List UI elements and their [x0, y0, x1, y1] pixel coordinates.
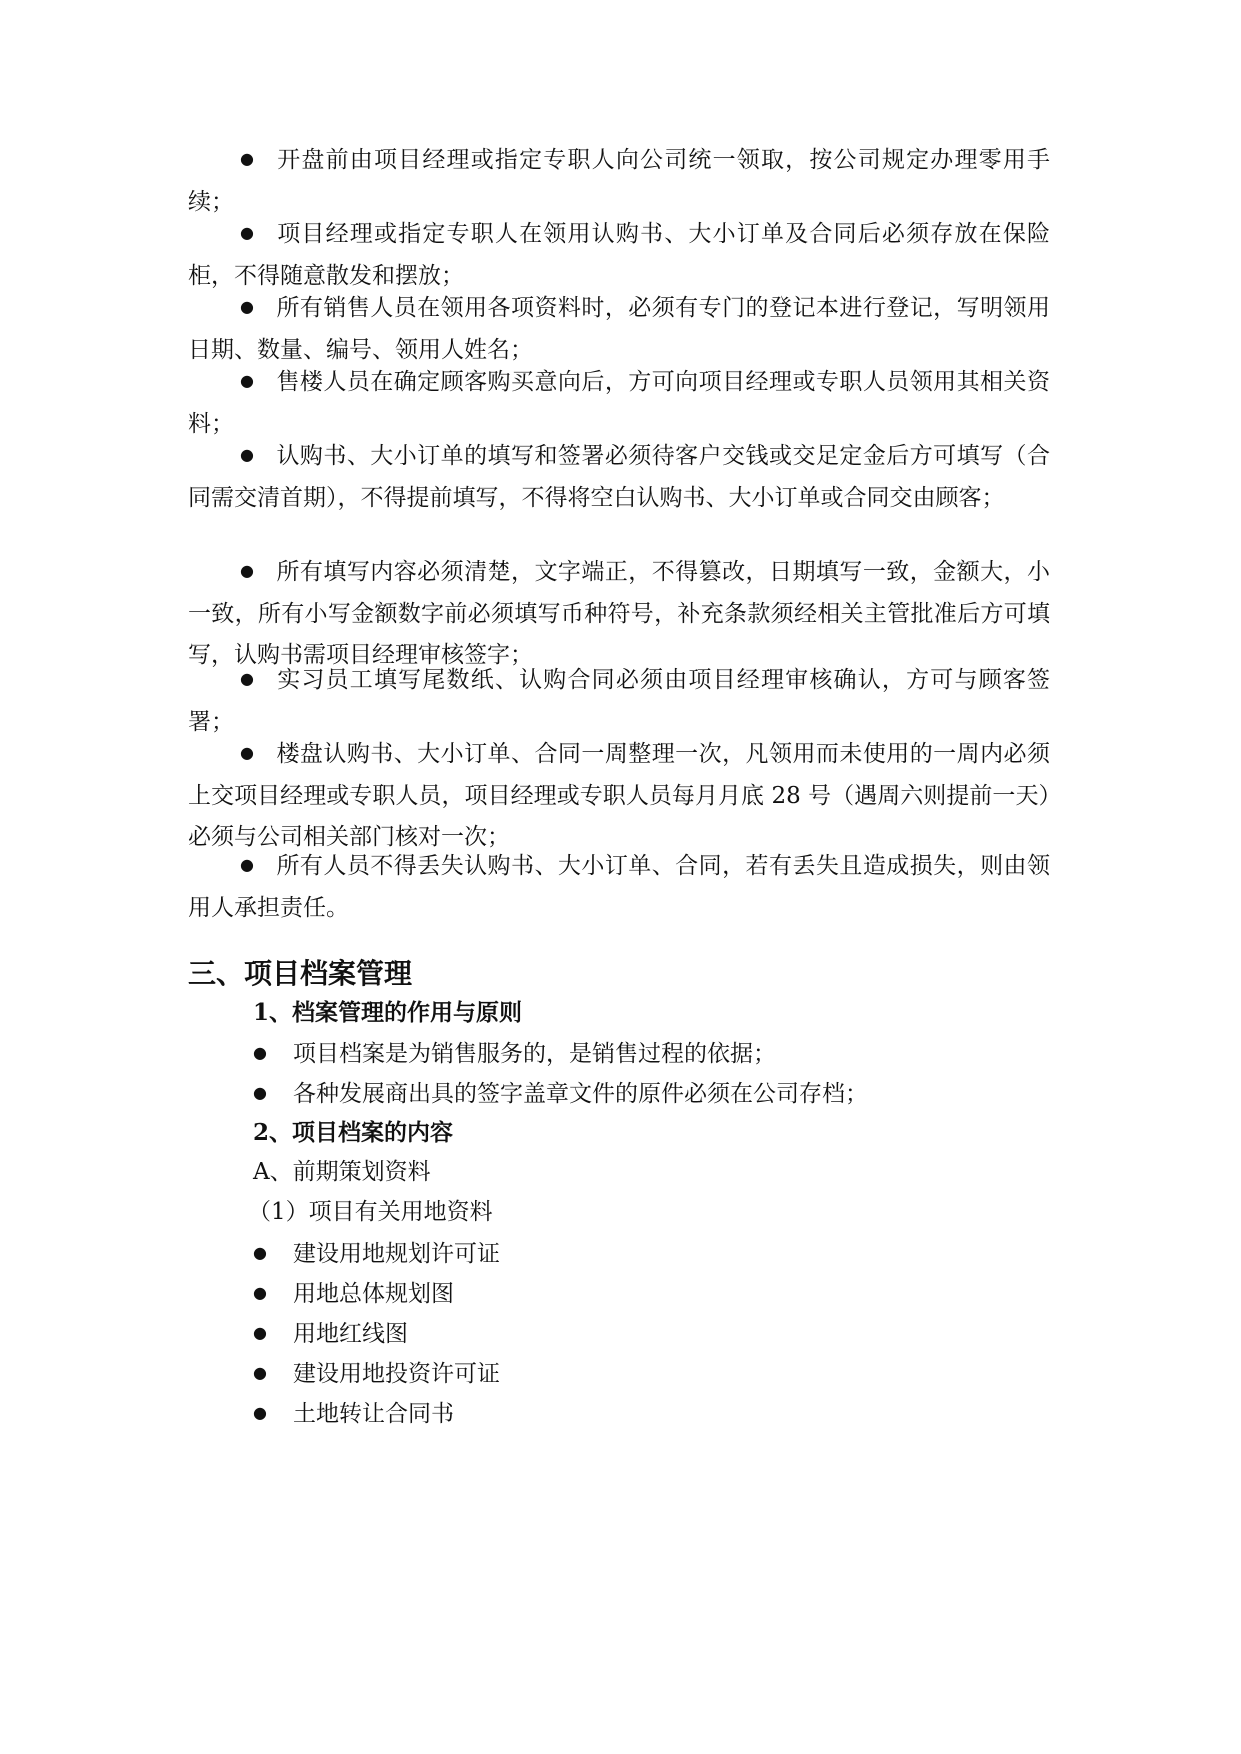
list-item — [253, 1272, 454, 1315]
list-item — [253, 1232, 500, 1275]
list-item-text: 用地总体规划图 — [293, 1281, 454, 1307]
list-item-text: 建设用地规划许可证 — [293, 1241, 500, 1267]
subsection-title: 1、档案管理的作用与原则 — [253, 999, 523, 1026]
list-item — [253, 1312, 408, 1355]
bullet-icon: ● — [240, 223, 254, 242]
bullet-icon: ● — [253, 1083, 267, 1102]
list-item-text: 项目档案是为销售服务的，是销售过程的依据； — [293, 1041, 776, 1067]
bullet-icon: ● — [240, 561, 254, 580]
bullet-icon: ● — [253, 1283, 267, 1302]
list-item-text: 用地红线图 — [293, 1321, 408, 1347]
bullet-icon: ● — [253, 1323, 267, 1342]
list-item-text: 土地转让合同书 — [293, 1401, 454, 1427]
rule-text: 开盘前由项目经理或指定专职人向公司统一领取，按公司规定办理零用手续； — [188, 147, 1050, 215]
rule-text: 所有填写内容必须清楚，文字端正，不得篡改，日期填写一致，金额大，小一致，所有小写金额数字前必须填写币种符号，补充条款须经相关主管批准后方可填写，认购书需项目经理审核签字； — [188, 559, 1050, 668]
list-item — [253, 1072, 868, 1115]
bullet-icon: ● — [253, 1243, 267, 1262]
rule-text: 实习员工填写尾数纸、认购合同必须由项目经理审核确认，方可与顾客签署； — [188, 667, 1050, 735]
bullet-icon: ● — [253, 1403, 267, 1422]
rule-paragraph — [188, 658, 1050, 743]
list-item-text: 各种发展商出具的签字盖章文件的原件必须在公司存档； — [293, 1081, 868, 1107]
rule-text: 项目经理或指定专职人在领用认购书、大小订单及合同后必须存放在保险柜，不得随意散发和摆放； — [188, 221, 1050, 289]
list-item — [253, 1352, 500, 1395]
rule-text: 所有人员不得丢失认购书、大小订单、合同，若有丢失且造成损失，则由领用人承担责任。 — [188, 853, 1050, 921]
rule-text: 楼盘认购书、大小订单、合同一周整理一次，凡领用而未使用的一周内必须上交项目经理或专职人员，项目经理或专职人员每月月底 28 号（遇周六则提前一天）必须与公司相关部门核对一次； — [188, 741, 1050, 850]
bullet-icon: ● — [253, 1043, 267, 1062]
rule-paragraph — [188, 138, 1050, 223]
rule-paragraph — [188, 286, 1050, 371]
list-item — [253, 1032, 776, 1075]
subsection-title: 2、项目档案的内容 — [253, 1119, 454, 1146]
rule-text: 所有销售人员在领用各项资料时，必须有专门的登记本进行登记，写明领用日期、数量、编号、领用人姓名； — [188, 295, 1050, 363]
section-title: 三、项目档案管理 — [188, 957, 413, 990]
bullet-icon: ● — [240, 371, 254, 390]
rule-text: 售楼人员在确定顾客购买意向后，方可向项目经理或专职人员领用其相关资料； — [188, 369, 1050, 437]
bullet-icon: ● — [240, 743, 254, 762]
rule-paragraph — [188, 844, 1050, 929]
bullet-icon: ● — [240, 445, 254, 464]
bullet-icon: ● — [240, 855, 254, 874]
rule-paragraph — [188, 732, 1050, 859]
bullet-icon: ● — [240, 149, 254, 168]
bullet-icon: ● — [253, 1363, 267, 1382]
bullet-icon: ● — [240, 669, 254, 688]
part-subheading: （1）项目有关用地资料 — [248, 1199, 493, 1225]
rule-paragraph — [188, 360, 1050, 445]
bullet-icon: ● — [240, 297, 254, 316]
part-heading: A、前期策划资料 — [253, 1159, 431, 1185]
list-item — [253, 1392, 454, 1435]
rule-text: 认购书、大小订单的填写和签署必须待客户交钱或交足定金后方可填写（合同需交清首期），不得提前填写，不得将空白认购书、大小订单或合同交由顾客； — [188, 443, 1050, 511]
rule-paragraph — [188, 212, 1050, 297]
rule-paragraph — [188, 434, 1050, 519]
list-item-text: 建设用地投资许可证 — [293, 1361, 500, 1387]
